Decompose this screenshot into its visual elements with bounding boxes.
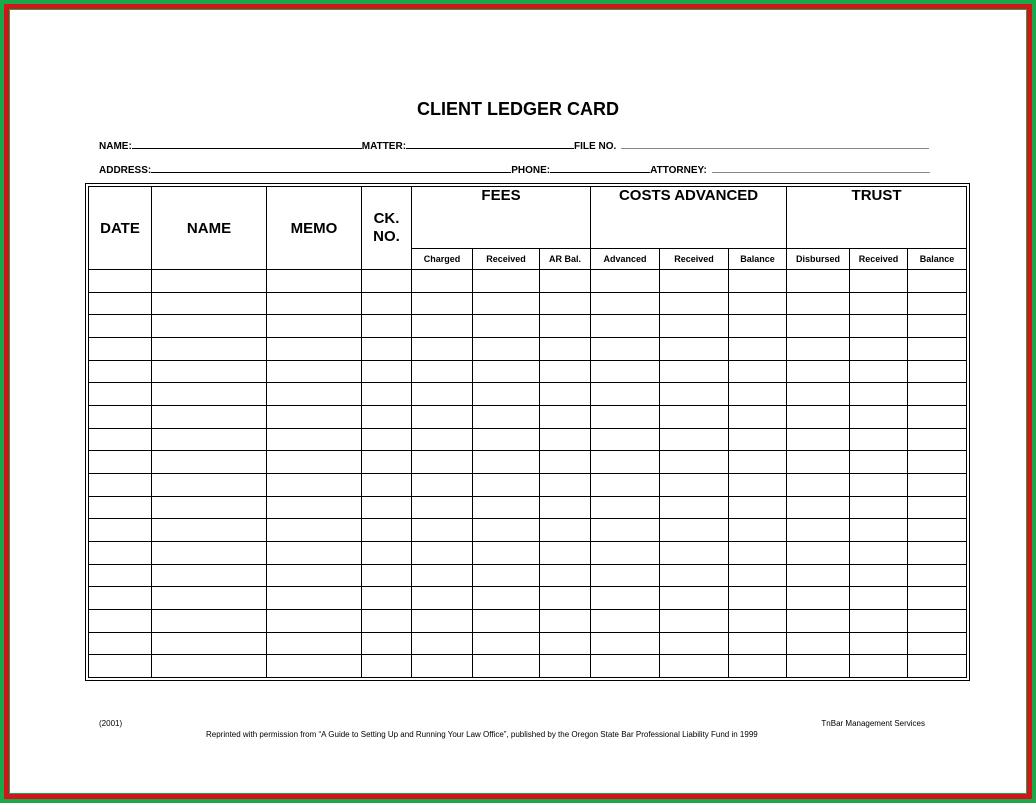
table-cell[interactable] (362, 315, 412, 338)
ck-label: CK. (373, 210, 400, 227)
table-cell[interactable] (89, 609, 152, 632)
table-cell[interactable] (850, 541, 908, 564)
table-cell[interactable] (412, 270, 473, 293)
table-cell[interactable] (267, 270, 362, 293)
file-no-field[interactable] (621, 139, 929, 149)
table-cell[interactable] (729, 473, 787, 496)
subheader-costs-advanced: Advanced (591, 249, 660, 270)
subheader-trust-balance: Balance (908, 249, 967, 270)
ledger-body (89, 270, 967, 678)
table-cell[interactable] (787, 337, 850, 360)
table-cell[interactable] (362, 655, 412, 678)
table-cell[interactable] (267, 587, 362, 610)
table-cell[interactable] (540, 337, 591, 360)
table-cell[interactable] (729, 337, 787, 360)
table-cell[interactable] (540, 292, 591, 315)
table-cell[interactable] (473, 541, 540, 564)
table-cell[interactable] (473, 428, 540, 451)
table-cell[interactable] (152, 360, 267, 383)
page-title: CLIENT LEDGER CARD (417, 99, 619, 119)
table-cell[interactable] (787, 292, 850, 315)
table-cell[interactable] (908, 337, 967, 360)
table-cell[interactable] (473, 315, 540, 338)
table-cell[interactable] (850, 519, 908, 542)
table-cell[interactable] (850, 428, 908, 451)
name-field[interactable] (132, 139, 362, 149)
table-row (89, 632, 967, 655)
table-cell[interactable] (787, 451, 850, 474)
table-cell[interactable] (267, 405, 362, 428)
table-cell[interactable] (152, 541, 267, 564)
subheader-fees-charged: Charged (412, 249, 473, 270)
table-cell[interactable] (660, 315, 729, 338)
table-cell[interactable] (540, 451, 591, 474)
table-cell[interactable] (267, 360, 362, 383)
table-cell[interactable] (473, 564, 540, 587)
table-cell[interactable] (908, 541, 967, 564)
table-cell[interactable] (473, 632, 540, 655)
table-cell[interactable] (267, 655, 362, 678)
table-cell[interactable] (591, 587, 660, 610)
table-cell[interactable] (660, 451, 729, 474)
address-field[interactable] (151, 163, 511, 173)
table-cell[interactable] (660, 360, 729, 383)
table-cell[interactable] (540, 270, 591, 293)
table-cell[interactable] (412, 655, 473, 678)
table-row (89, 405, 967, 428)
table-cell[interactable] (152, 451, 267, 474)
table-cell[interactable] (540, 632, 591, 655)
table-cell[interactable] (540, 519, 591, 542)
table-cell[interactable] (850, 473, 908, 496)
table-cell[interactable] (591, 383, 660, 406)
phone-label: PHONE: (511, 165, 551, 176)
table-cell[interactable] (787, 541, 850, 564)
column-header-name: NAME (152, 187, 267, 270)
table-cell[interactable] (89, 360, 152, 383)
table-cell[interactable] (660, 587, 729, 610)
table-cell[interactable] (412, 473, 473, 496)
group-header-trust: TRUST (787, 187, 967, 249)
table-cell[interactable] (908, 451, 967, 474)
table-cell[interactable] (850, 609, 908, 632)
table-cell[interactable] (362, 519, 412, 542)
table-row (89, 609, 967, 632)
table-cell[interactable] (152, 496, 267, 519)
table-cell[interactable] (362, 496, 412, 519)
table-cell[interactable] (473, 292, 540, 315)
table-cell[interactable] (908, 270, 967, 293)
table-cell[interactable] (152, 405, 267, 428)
column-header-ck-no (362, 187, 412, 270)
table-cell[interactable] (908, 383, 967, 406)
table-cell[interactable] (908, 609, 967, 632)
table-cell[interactable] (412, 519, 473, 542)
table-cell[interactable] (412, 496, 473, 519)
table-cell[interactable] (729, 360, 787, 383)
group-header-costs-advanced: COSTS ADVANCED (591, 187, 787, 249)
table-cell[interactable] (660, 519, 729, 542)
table-cell[interactable] (729, 451, 787, 474)
table-cell[interactable] (267, 609, 362, 632)
phone-field[interactable] (550, 163, 650, 173)
table-cell[interactable] (729, 519, 787, 542)
table-row (89, 541, 967, 564)
table-cell[interactable] (362, 428, 412, 451)
table-cell[interactable] (152, 473, 267, 496)
table-cell[interactable] (660, 655, 729, 678)
table-cell[interactable] (908, 315, 967, 338)
no-label: NO. (373, 228, 400, 245)
table-cell[interactable] (540, 405, 591, 428)
table-cell[interactable] (412, 405, 473, 428)
table-cell[interactable] (660, 292, 729, 315)
table-row (89, 564, 967, 587)
table-cell[interactable] (473, 496, 540, 519)
table-cell[interactable] (729, 609, 787, 632)
table-cell[interactable] (89, 315, 152, 338)
table-cell[interactable] (362, 473, 412, 496)
table-cell[interactable] (267, 292, 362, 315)
table-cell[interactable] (850, 587, 908, 610)
table-row (89, 451, 967, 474)
table-cell[interactable] (591, 655, 660, 678)
table-cell[interactable] (729, 428, 787, 451)
address-phone-attorney-row (99, 163, 930, 176)
table-cell[interactable] (412, 428, 473, 451)
table-cell[interactable] (267, 315, 362, 338)
table-cell[interactable] (787, 496, 850, 519)
table-cell[interactable] (540, 655, 591, 678)
table-cell[interactable] (591, 292, 660, 315)
table-cell[interactable] (787, 519, 850, 542)
table-cell[interactable] (540, 360, 591, 383)
table-row (89, 383, 967, 406)
table-cell[interactable] (473, 519, 540, 542)
table-cell[interactable] (412, 564, 473, 587)
table-cell[interactable] (412, 292, 473, 315)
table-cell[interactable] (89, 632, 152, 655)
attorney-field[interactable] (712, 163, 930, 173)
table-cell[interactable] (540, 564, 591, 587)
table-cell[interactable] (412, 632, 473, 655)
table-cell[interactable] (591, 451, 660, 474)
subheader-trust-received: Received (850, 249, 908, 270)
table-cell[interactable] (787, 383, 850, 406)
subheader-fees-received: Received (473, 249, 540, 270)
table-cell[interactable] (412, 383, 473, 406)
table-cell[interactable] (908, 405, 967, 428)
table-cell[interactable] (787, 632, 850, 655)
table-cell[interactable] (787, 564, 850, 587)
table-row (89, 337, 967, 360)
footer-year: (2001) (99, 719, 123, 728)
table-cell[interactable] (850, 632, 908, 655)
table-cell[interactable] (267, 564, 362, 587)
table-cell[interactable] (362, 270, 412, 293)
footer-publisher: TnBar Management Services (821, 719, 925, 728)
attorney-label: ATTORNEY: (650, 165, 707, 176)
table-cell[interactable] (473, 473, 540, 496)
table-cell[interactable] (660, 609, 729, 632)
table-cell[interactable] (152, 428, 267, 451)
table-cell[interactable] (540, 473, 591, 496)
column-header-memo: MEMO (267, 187, 362, 270)
table-cell[interactable] (89, 383, 152, 406)
table-cell[interactable] (152, 337, 267, 360)
table-cell[interactable] (660, 383, 729, 406)
table-cell[interactable] (362, 632, 412, 655)
table-cell[interactable] (591, 609, 660, 632)
table-cell[interactable] (89, 541, 152, 564)
subheader-costs-received: Received (660, 249, 729, 270)
table-cell[interactable] (591, 473, 660, 496)
table-cell[interactable] (473, 270, 540, 293)
table-cell[interactable] (89, 519, 152, 542)
table-cell[interactable] (362, 451, 412, 474)
table-cell[interactable] (908, 519, 967, 542)
table-cell[interactable] (152, 587, 267, 610)
table-cell[interactable] (89, 473, 152, 496)
table-cell[interactable] (591, 428, 660, 451)
table-cell[interactable] (908, 428, 967, 451)
table-cell[interactable] (473, 655, 540, 678)
table-cell[interactable] (660, 564, 729, 587)
table-cell[interactable] (850, 337, 908, 360)
table-cell[interactable] (473, 587, 540, 610)
table-row (89, 360, 967, 383)
table-cell[interactable] (729, 496, 787, 519)
table-cell[interactable] (89, 292, 152, 315)
table-cell[interactable] (787, 270, 850, 293)
table-row (89, 292, 967, 315)
table-cell[interactable] (787, 587, 850, 610)
subheader-costs-balance: Balance (729, 249, 787, 270)
table-cell[interactable] (362, 609, 412, 632)
table-cell[interactable] (152, 315, 267, 338)
table-cell[interactable] (473, 451, 540, 474)
file-no-label: FILE NO. (574, 141, 617, 152)
table-cell[interactable] (89, 405, 152, 428)
table-cell[interactable] (850, 383, 908, 406)
table-cell[interactable] (591, 632, 660, 655)
table-cell[interactable] (412, 541, 473, 564)
address-label: ADDRESS: (99, 165, 152, 176)
table-cell[interactable] (787, 655, 850, 678)
table-cell[interactable] (89, 587, 152, 610)
table-cell[interactable] (267, 451, 362, 474)
table-cell[interactable] (850, 360, 908, 383)
table-cell[interactable] (473, 609, 540, 632)
table-cell[interactable] (908, 473, 967, 496)
table-cell[interactable] (787, 428, 850, 451)
table-row (89, 473, 967, 496)
table-cell[interactable] (267, 473, 362, 496)
table-cell[interactable] (267, 337, 362, 360)
table-cell[interactable] (787, 360, 850, 383)
table-cell[interactable] (660, 473, 729, 496)
table-cell[interactable] (540, 496, 591, 519)
table-cell[interactable] (591, 564, 660, 587)
table-cell[interactable] (412, 451, 473, 474)
table-cell[interactable] (412, 315, 473, 338)
table-cell[interactable] (729, 383, 787, 406)
table-cell[interactable] (787, 609, 850, 632)
subheader-fees-ar-bal: AR Bal. (540, 249, 591, 270)
table-cell[interactable] (267, 541, 362, 564)
table-cell[interactable] (152, 564, 267, 587)
subheader-trust-disbursed: Disbursed (787, 249, 850, 270)
table-cell[interactable] (660, 496, 729, 519)
table-cell[interactable] (591, 541, 660, 564)
table-cell[interactable] (89, 496, 152, 519)
table-cell[interactable] (591, 337, 660, 360)
table-cell[interactable] (152, 270, 267, 293)
column-header-date: DATE (89, 187, 152, 270)
table-cell[interactable] (267, 383, 362, 406)
table-cell[interactable] (908, 292, 967, 315)
table-cell[interactable] (591, 496, 660, 519)
table-cell[interactable] (412, 609, 473, 632)
table-cell[interactable] (267, 428, 362, 451)
table-cell[interactable] (660, 632, 729, 655)
table-cell[interactable] (267, 632, 362, 655)
table-cell[interactable] (729, 405, 787, 428)
table-cell[interactable] (362, 383, 412, 406)
table-cell[interactable] (850, 315, 908, 338)
ledger-table (88, 186, 967, 678)
table-cell[interactable] (473, 405, 540, 428)
table-cell[interactable] (540, 315, 591, 338)
table-cell[interactable] (473, 383, 540, 406)
footer-reprint-note: Reprinted with permission from “A Guide to Setting Up and Running Your Law Office”, published by the Oregon State Bar Professional Liability Fund in 1999 (206, 730, 758, 739)
table-cell[interactable] (850, 655, 908, 678)
table-cell[interactable] (540, 587, 591, 610)
table-row (89, 315, 967, 338)
table-cell[interactable] (908, 587, 967, 610)
table-cell[interactable] (89, 428, 152, 451)
table-cell[interactable] (591, 519, 660, 542)
table-cell[interactable] (660, 337, 729, 360)
table-row (89, 519, 967, 542)
table-row (89, 587, 967, 610)
table-cell[interactable] (908, 655, 967, 678)
table-cell[interactable] (850, 496, 908, 519)
table-cell[interactable] (729, 315, 787, 338)
table-cell[interactable] (591, 315, 660, 338)
matter-label: MATTER: (361, 141, 407, 152)
table-cell[interactable] (591, 270, 660, 293)
table-cell[interactable] (267, 519, 362, 542)
table-cell[interactable] (908, 564, 967, 587)
table-cell[interactable] (660, 428, 729, 451)
table-cell[interactable] (729, 655, 787, 678)
table-cell[interactable] (729, 632, 787, 655)
table-cell[interactable] (591, 405, 660, 428)
table-cell[interactable] (473, 337, 540, 360)
table-cell[interactable] (152, 655, 267, 678)
table-cell[interactable] (850, 292, 908, 315)
table-cell[interactable] (729, 587, 787, 610)
table-cell[interactable] (729, 541, 787, 564)
table-cell[interactable] (89, 564, 152, 587)
table-row (89, 428, 967, 451)
table-cell[interactable] (89, 655, 152, 678)
table-cell[interactable] (362, 292, 412, 315)
table-cell[interactable] (152, 519, 267, 542)
table-cell[interactable] (908, 632, 967, 655)
table-cell[interactable] (362, 337, 412, 360)
table-cell[interactable] (729, 270, 787, 293)
table-cell[interactable] (412, 337, 473, 360)
table-cell[interactable] (540, 541, 591, 564)
table-cell[interactable] (787, 405, 850, 428)
table-cell[interactable] (362, 360, 412, 383)
table-cell[interactable] (362, 564, 412, 587)
table-cell[interactable] (787, 473, 850, 496)
table-cell[interactable] (908, 360, 967, 383)
table-cell[interactable] (540, 383, 591, 406)
matter-field[interactable] (406, 139, 574, 149)
table-cell[interactable] (540, 428, 591, 451)
table-cell[interactable] (362, 405, 412, 428)
name-label: NAME: (99, 141, 132, 152)
table-cell[interactable] (473, 360, 540, 383)
table-row (89, 270, 967, 293)
table-cell[interactable] (540, 609, 591, 632)
table-cell[interactable] (152, 292, 267, 315)
table-cell[interactable] (908, 496, 967, 519)
table-cell[interactable] (412, 587, 473, 610)
table-cell[interactable] (89, 270, 152, 293)
name-matter-file-row (99, 139, 929, 152)
table-cell[interactable] (660, 405, 729, 428)
table-cell[interactable] (850, 270, 908, 293)
table-cell[interactable] (89, 451, 152, 474)
table-cell[interactable] (152, 632, 267, 655)
table-cell[interactable] (152, 383, 267, 406)
table-cell[interactable] (89, 337, 152, 360)
table-cell[interactable] (412, 360, 473, 383)
table-cell[interactable] (591, 360, 660, 383)
table-cell[interactable] (152, 609, 267, 632)
table-cell[interactable] (267, 496, 362, 519)
table-cell[interactable] (362, 541, 412, 564)
table-row (89, 655, 967, 678)
table-cell[interactable] (787, 315, 850, 338)
table-cell[interactable] (362, 587, 412, 610)
table-cell[interactable] (660, 541, 729, 564)
table-cell[interactable] (850, 451, 908, 474)
table-cell[interactable] (729, 292, 787, 315)
table-cell[interactable] (729, 564, 787, 587)
table-row (89, 496, 967, 519)
table-cell[interactable] (850, 564, 908, 587)
table-cell[interactable] (850, 405, 908, 428)
table-cell[interactable] (660, 270, 729, 293)
group-header-fees: FEES (412, 187, 591, 249)
